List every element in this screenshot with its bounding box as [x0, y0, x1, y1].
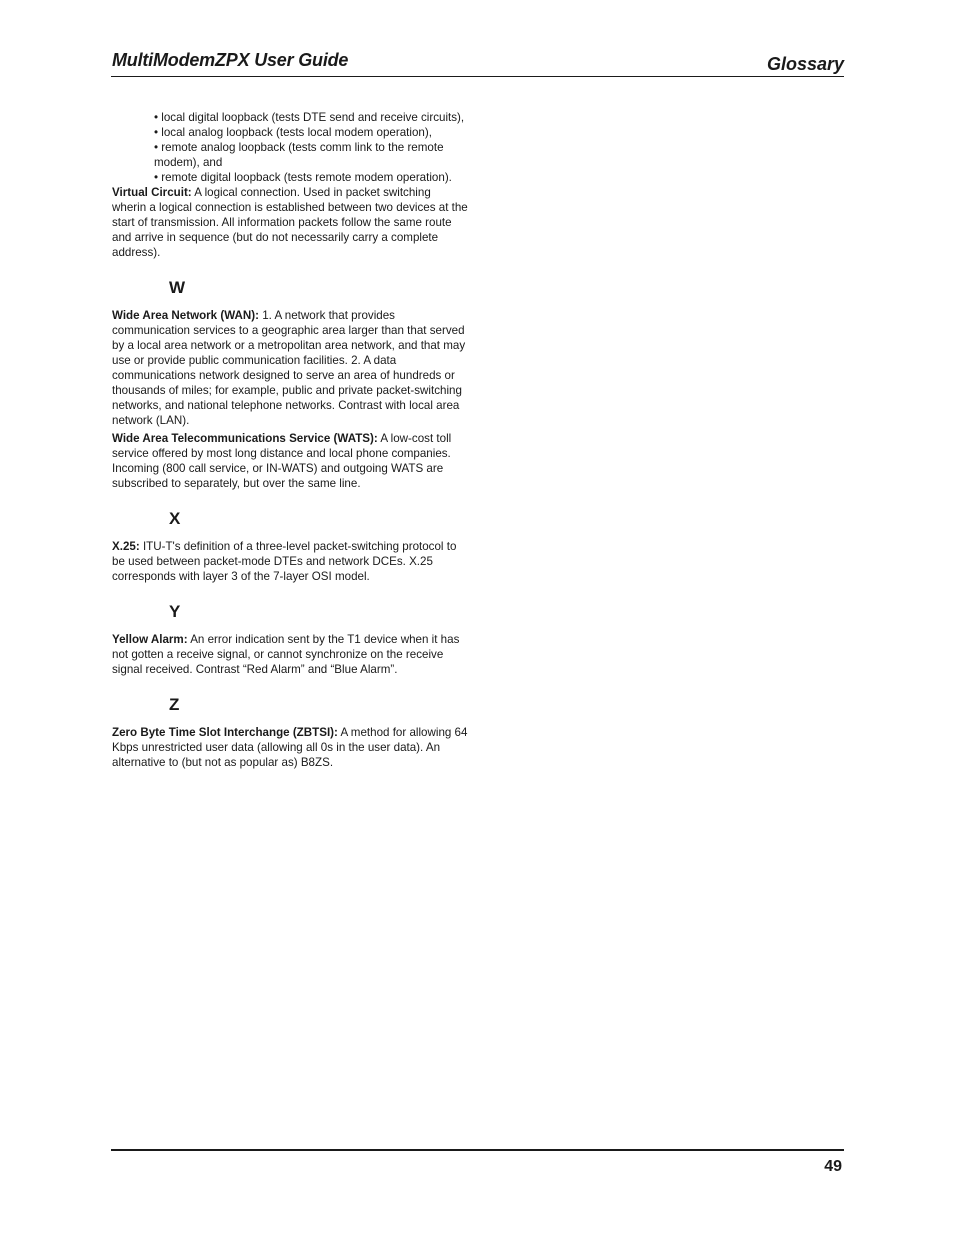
glossary-column — [112, 110, 468, 773]
letter-heading-y: Y — [169, 602, 181, 621]
letter-heading-z: Z — [169, 695, 180, 714]
section-title: Glossary — [766, 54, 844, 74]
glossary-term: Yellow Alarm: — [112, 633, 188, 646]
list-item: • remote analog loopback (tests comm link to the remote modem), and — [154, 141, 444, 169]
document-title: MultiModemZPX User Guide — [112, 50, 349, 70]
list-item: • local analog loopback (tests local modem operation), — [154, 126, 432, 139]
glossary-entry-virtual-circuit — [112, 185, 468, 260]
glossary-term: Virtual Circuit: — [112, 186, 192, 199]
glossary-term: X.25: — [112, 540, 140, 553]
glossary-entry-x25 — [112, 539, 468, 584]
letter-heading-x: X — [169, 509, 181, 528]
glossary-entry-wan — [112, 308, 468, 428]
glossary-term: Wide Area Telecommunications Service (WATS): — [112, 432, 378, 445]
glossary-definition: A logical connection. Used in packet switching wherin a logical connection is established between two devices at the start of transmission. All information packets follow the same route and arrive in sequence (but do not necessarily carry a complete address). — [112, 186, 468, 259]
glossary-definition: 1. A network that provides communication services to a geographic area larger than that served by a local area network or a metropolitan area network, and that may use or provide public communication facilities. 2. A data communications network designed to serve an area of hundreds or thousands of miles; for example, public and private packet-switching networks, and national telephone networks. Contrast with local area network (LAN). — [112, 309, 466, 427]
glossary-definition: An error indication sent by the T1 device when it has not gotten a receive signal, or cannot synchronize on the receive signal received. Contrast “Red Alarm” and “Blue Alarm”. — [112, 633, 460, 676]
glossary-entry-zbtsi — [112, 725, 468, 770]
glossary-definition: A method for allowing 64 Kbps unrestricted user data (allowing all 0s in the user data). An alternative to (but not as popular as) B8ZS. — [112, 726, 468, 769]
glossary-definition: A low-cost toll service offered by most long distance and local phone companies. Incoming (800 call service, or IN-WATS) and outgoing WATS are subscribed to separately, but over the same line. — [112, 432, 452, 490]
footer-divider — [111, 1149, 844, 1151]
glossary-term: Wide Area Network (WAN): — [112, 309, 259, 322]
page-number: 49 — [824, 1158, 842, 1175]
glossary-entry-yellow-alarm — [112, 632, 468, 677]
page-header — [111, 48, 844, 77]
glossary-term: Zero Byte Time Slot Interchange (ZBTSI): — [112, 726, 338, 739]
glossary-entry-wats — [112, 431, 468, 491]
list-item: • remote digital loopback (tests remote modem operation). — [154, 171, 452, 184]
glossary-definition: ITU-T's definition of a three-level packet-switching protocol to be used between packet-mode DTEs and network DCEs. X.25 corresponds with layer 3 of the 7-layer OSI model. — [112, 540, 457, 583]
letter-heading-w: W — [169, 278, 186, 297]
loopback-list — [112, 110, 468, 185]
list-item: • local digital loopback (tests DTE send and receive circuits), — [154, 111, 465, 124]
